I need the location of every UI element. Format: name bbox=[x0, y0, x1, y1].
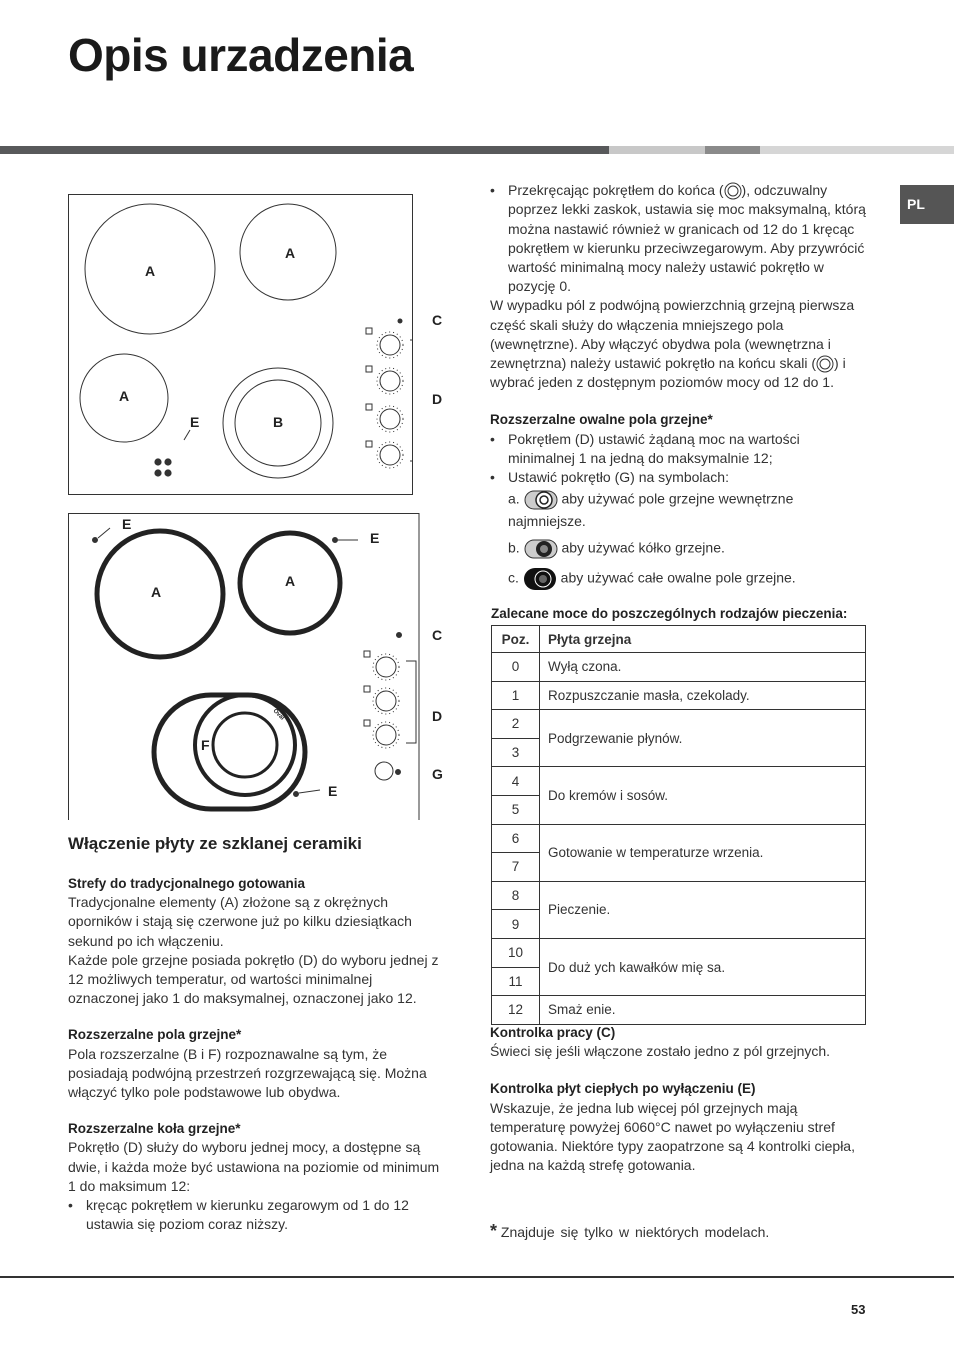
bullet-item: • Pokrętłem (D) ustawić żądaną moc na wartości minimalnej 1 na jedną do maksymalnie 12; bbox=[490, 430, 868, 468]
footer-rule bbox=[0, 1276, 954, 1278]
table-row: 5 bbox=[492, 795, 866, 824]
table-row: 7 bbox=[492, 853, 866, 882]
header-bar-mid bbox=[705, 146, 760, 154]
oval-text: Oval bbox=[271, 708, 286, 722]
indicators-section bbox=[490, 1023, 868, 1175]
power-table bbox=[491, 625, 866, 1025]
table-row: 2 Podgrzewanie płynów. bbox=[492, 710, 866, 739]
bullet-item: • kręcąc pokrętłem w kierunku zegarowym od 1 do 12 ustawia się poziom coraz niższy. bbox=[68, 1196, 442, 1234]
header-bar-light-2 bbox=[760, 146, 954, 154]
max-symbol-icon bbox=[724, 182, 742, 200]
table-row: 11 bbox=[492, 967, 866, 996]
max-symbol-icon bbox=[816, 355, 834, 373]
label-d: D bbox=[432, 391, 443, 407]
hob-diagram-1 bbox=[68, 194, 443, 495]
hob-diagram-2-svg bbox=[68, 513, 420, 820]
table-header bbox=[492, 626, 866, 653]
footnote bbox=[490, 1222, 769, 1242]
oval-inner-symbol-icon bbox=[524, 488, 558, 512]
hob-diagram-1-svg bbox=[68, 194, 413, 495]
table-row: 12 Smaż enie. bbox=[492, 996, 866, 1025]
label-a: A bbox=[145, 263, 156, 279]
table-row: 10 Do duż ych kawałków mię sa. bbox=[492, 938, 866, 967]
symbol-option-c: c. aby używać całe owalne pole grzejne. bbox=[490, 567, 868, 591]
label-f: F bbox=[201, 737, 210, 753]
bullet-item bbox=[490, 181, 868, 296]
label-e: E bbox=[328, 783, 338, 799]
label-d: D bbox=[432, 708, 443, 724]
label-e: E bbox=[190, 414, 200, 430]
label-e: E bbox=[122, 516, 132, 532]
page-number: 53 bbox=[851, 1302, 866, 1317]
control-knobs bbox=[364, 651, 416, 780]
heading-traditional-zones: Strefy do tradycjonalnego gotowania bbox=[68, 876, 306, 891]
paragraph: Pokrętło (D) służy do wyboru jednej mocy, a dostępne są dwie, i każda może być ustawiona na poziomie od minimum 1 do maksimum 12: bbox=[68, 1139, 440, 1194]
table-row: 0 Wyłą czona. bbox=[492, 653, 866, 682]
oval-circle-symbol-icon bbox=[524, 537, 558, 561]
symbol-option-a: a. aby używać pole grzejne wewnętrzne najmniejsze. bbox=[490, 488, 868, 531]
table-row: 4 Do kremów i sosów. bbox=[492, 767, 866, 796]
paragraph: Pola rozszerzalne (B i F) rozpoznawalne są tym, że posiadają podwójną przestrzeń rozgrzewającą się. Można włączyć tylko pole podstawowe lub obydwa. bbox=[68, 1045, 427, 1101]
heading-expandable-zones: Rozszerzalne pola grzejne* bbox=[68, 1027, 242, 1043]
paragraph: Tradycjonalne elementy (A) złożone są z okrężnych oporników i stają się czerwone już po kilku dziesiątkach sekund po ich włączeniu. bbox=[68, 894, 412, 949]
oval-zone-inner bbox=[213, 713, 277, 777]
paragraph: Każde pole grzejne posiada pokrętło (D) do wyboru jednej z 12 możliwych temperatur, od wartości minimalnej oznaczonej jako 1 do maksymalnej, oznaczonej jako 12. bbox=[68, 951, 439, 1007]
footnote-star: * bbox=[490, 1221, 498, 1241]
heading-work-indicator: Kontrolka pracy (C) bbox=[490, 1025, 616, 1040]
label-a: A bbox=[151, 584, 162, 600]
heading-expandable-circles: Rozszerzalne koła grzejne* bbox=[68, 1121, 241, 1137]
text-segment: ), odczuwalny poprzez lekki zaskok, ustawia się moc maksymalną, którą można nastawić również w granicach od 12 do 1 kręcąc pokrętłem w kierunku przeciwzegarowym. Aby przywrócić wartość minimalną mocy należy ustawić pokrętło w pozycję 0. bbox=[508, 182, 866, 295]
section-title: Włączenie płyty ze szklanej ceramiki bbox=[68, 834, 362, 853]
label-c: C bbox=[432, 312, 443, 328]
text-segment: W wypadku pól z podwójną powierzchnią grzejną pierwsza część skali służy do włączenia mniejszego pola (wewnętrzne). Aby włączyć obydwa pola (wewnętrzna i zewnętrzna) należy ustawić pokrętło na końcu skali ( bbox=[490, 297, 855, 371]
heading-residual-heat: Kontrolka płyt ciepłych po wyłączeniu (E) bbox=[490, 1081, 756, 1097]
label-a: A bbox=[119, 388, 130, 404]
label-e: E bbox=[370, 530, 380, 546]
label-b: B bbox=[273, 414, 284, 430]
table-row: 9 bbox=[492, 910, 866, 939]
language-tab: PL bbox=[900, 185, 954, 224]
text-segment: ) i wybrać jeden z dostępnym poziomów mocy od 12 do 1. bbox=[490, 354, 846, 391]
heading-oval-zones: Rozszerzalne owalne pola grzejne* bbox=[490, 412, 713, 428]
label-a: A bbox=[285, 573, 296, 589]
header-pos: Poz. bbox=[492, 626, 540, 653]
paragraph: Wskazuje, że jedna lub więcej pól grzejnych mają temperaturę powyżej 6060°C nawet po wyłączeniu stref gotowania. Niektóre typy zaopatrzone są 4 kontrolki ciepła, jedna na każdą strefę gotowania. bbox=[490, 1099, 855, 1174]
label-a: A bbox=[285, 245, 296, 261]
header-bar-light bbox=[609, 146, 705, 154]
table-row: 1 Rozpuszczanie masła, czekolady. bbox=[492, 681, 866, 710]
table-row: 3 bbox=[492, 738, 866, 767]
footnote-text: Znajduje się tylko w niektórych modelach. bbox=[500, 1224, 770, 1240]
label-g: G bbox=[432, 766, 443, 782]
oval-zone-middle bbox=[195, 695, 295, 795]
oval-full-symbol-icon bbox=[523, 567, 557, 591]
table-row: 8 Pieczenie. bbox=[492, 881, 866, 910]
table-title: Zalecane moce do poszczególnych rodzajów pieczenia: bbox=[491, 606, 848, 621]
symbol-option-b: b. aby używać kółko grzejne. bbox=[490, 537, 868, 561]
table-row: 6 Gotowanie w temperaturze wrzenia. bbox=[492, 824, 866, 853]
label-c: C bbox=[432, 627, 443, 643]
bullet-item: • Ustawić pokrętło (G) na symbolach: bbox=[490, 468, 868, 487]
paragraph: Świeci się jeśli włączone zostało jedno z pól grzejnych. bbox=[490, 1043, 831, 1060]
left-column bbox=[68, 874, 442, 1234]
right-column bbox=[490, 181, 868, 591]
paragraph bbox=[490, 296, 868, 392]
hob-diagram-2 bbox=[68, 513, 443, 820]
page-title: Opis urzadzenia bbox=[68, 29, 414, 81]
header-desc: Płyta grzejna bbox=[540, 626, 866, 653]
text-segment: Przekręcając pokrętłem do końca ( bbox=[508, 182, 724, 198]
header-bar-dark bbox=[0, 146, 609, 154]
